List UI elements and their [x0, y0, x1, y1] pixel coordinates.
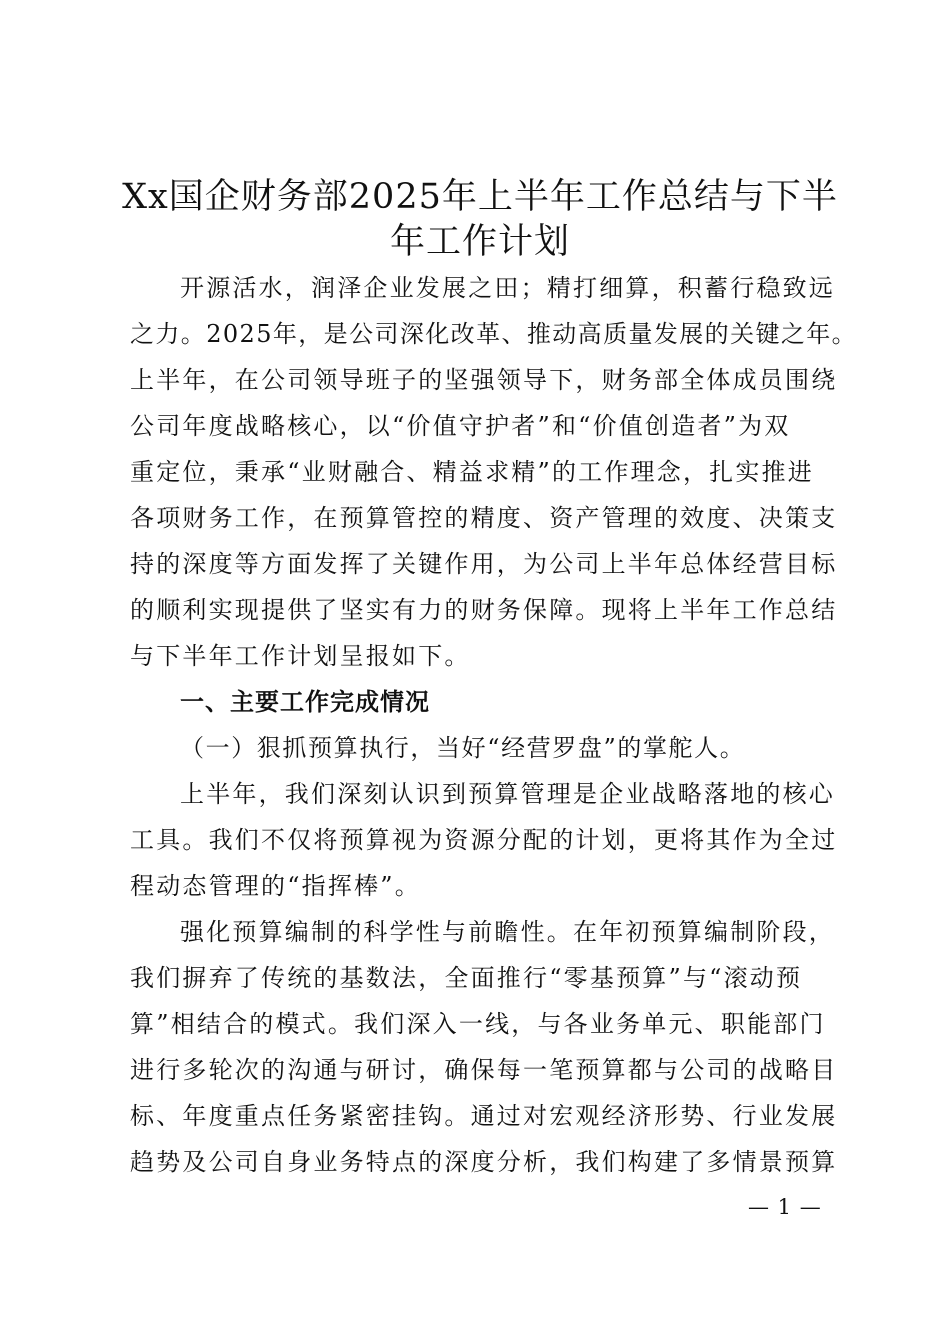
- subsection-heading: （一）狠抓预算执行，当好“经营罗盘”的掌舵人。: [180, 734, 746, 762]
- page-number: — 1 —: [748, 1195, 822, 1219]
- paragraph-line: 上半年，我们深刻认识到预算管理是企业战略落地的核心: [180, 780, 835, 808]
- intro-line: 重定位，秉承“业财融合、精益求精”的工作理念，扎实推进: [130, 458, 814, 486]
- paragraph-line: 进行多轮次的沟通与研讨，确保每一笔预算都与公司的战略目: [130, 1056, 838, 1084]
- paragraph-line: 趋势及公司自身业务特点的深度分析，我们构建了多情景预算: [130, 1148, 838, 1176]
- document-title-line-2: 年工作计划: [389, 222, 570, 262]
- section-heading: 一、主要工作完成情况: [180, 688, 430, 716]
- intro-line: 各项财务工作，在预算管控的精度、资产管理的效度、决策支: [130, 504, 838, 532]
- intro-line: 开源活水，润泽企业发展之田；精打细算，积蓄行稳致远: [180, 274, 835, 302]
- intro-line: 持的深度等方面发挥了关键作用，为公司上半年总体经营目标: [130, 550, 838, 578]
- document-title-line-1: Xx国企财务部2025年上半年工作总结与下半: [122, 177, 838, 217]
- intro-line: 的顺利实现提供了坚实有力的财务保障。现将上半年工作总结: [130, 596, 838, 624]
- paragraph-line: 算”相结合的模式。我们深入一线，与各业务单元、职能部门: [130, 1010, 826, 1038]
- paragraph-line: 程动态管理的“指挥棒”。: [130, 872, 421, 900]
- intro-line: 之力。2025年，是公司深化改革、推动高质量发展的关键之年。: [130, 320, 858, 348]
- intro-line: 公司年度战略核心，以“价值守护者”和“价值创造者”为双: [130, 412, 791, 440]
- paragraph-line: 我们摒弃了传统的基数法，全面推行“零基预算”与“滚动预: [130, 964, 803, 992]
- paragraph-line: 工具。我们不仅将预算视为资源分配的计划，更将其作为全过: [130, 826, 838, 854]
- paragraph-line: 强化预算编制的科学性与前瞻性。在年初预算编制阶段，: [180, 918, 835, 946]
- intro-line: 上半年，在公司领导班子的坚强领导下，财务部全体成员围绕: [130, 366, 838, 394]
- paragraph-line: 标、年度重点任务紧密挂钩。通过对宏观经济形势、行业发展: [130, 1102, 838, 1130]
- intro-line: 与下半年工作计划呈报如下。: [130, 642, 471, 670]
